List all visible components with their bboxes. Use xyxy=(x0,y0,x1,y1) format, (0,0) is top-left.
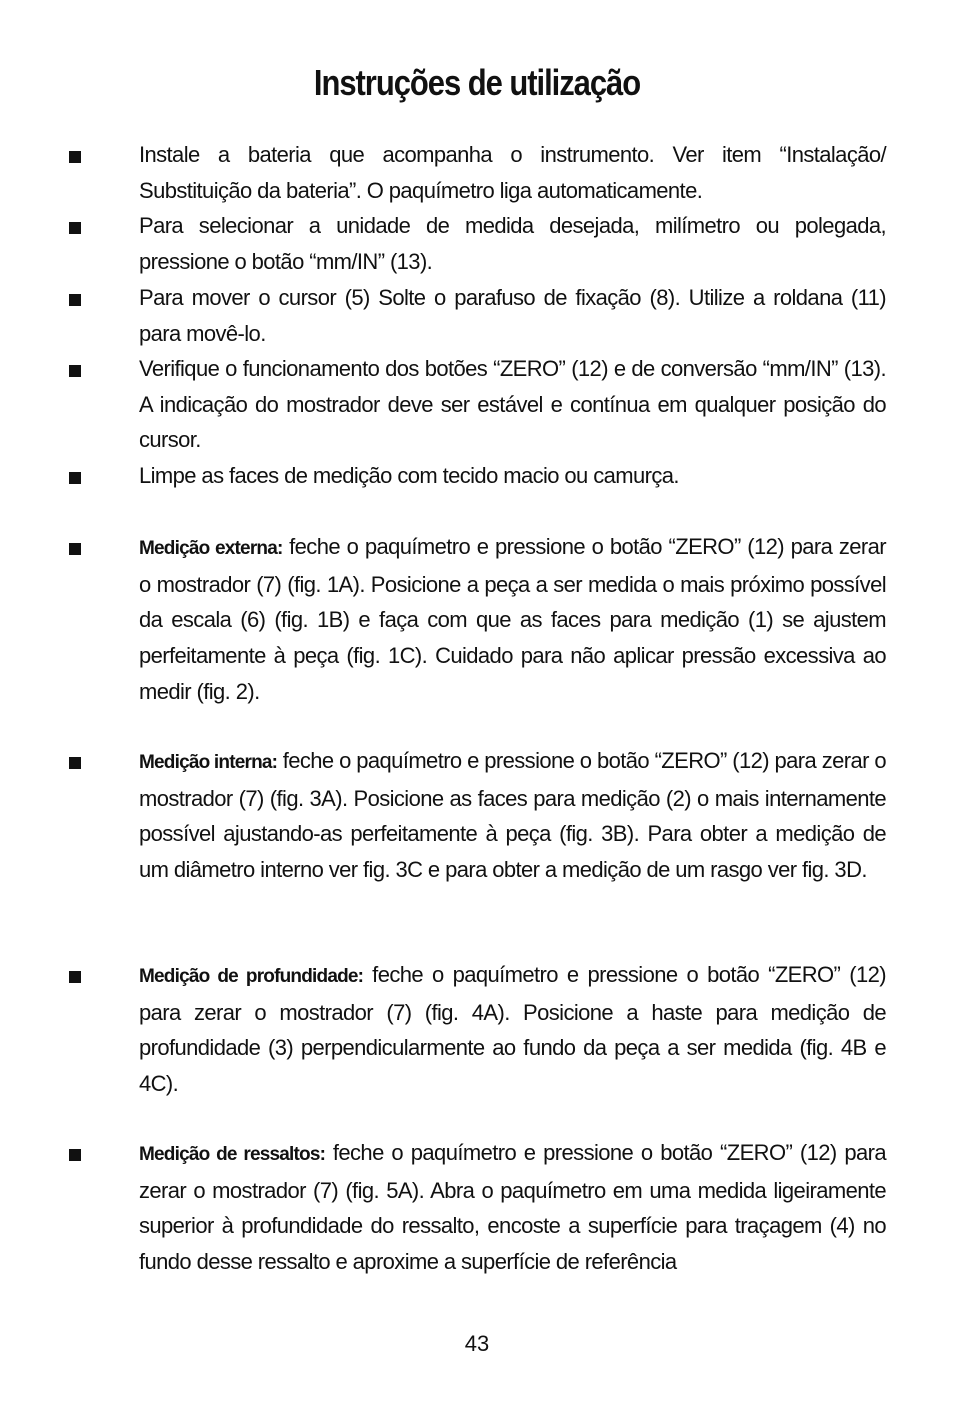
item-body: feche o paquímetro e pressione o botão “ZERO” (12) para zerar o mostrador (7) (fig. 3A). Posicione as faces para medição (2) o mais internamente possível ajustando-as perfeitamente à peça (fig. 3B). Para obter a medição de um diâmetro interno ver fig. 3C e para obter a medição de um rasgo ver fig. 3D. xyxy=(139,748,887,883)
bullet-icon xyxy=(69,365,81,377)
item-heading: Medição externa: xyxy=(139,538,283,559)
item-body: feche o paquímetro e pressione o botão “ZERO” (12) para zerar o mostrador (7) (fig. 1A). Posicione a peça a ser medida o mais próximo possível da escala (6) (fig. 1B) e faça com que as faces para medição (1) se ajustem perfeitamente à peça (fig. 1C). Cuidado para não aplicar pressão excessiva ao medir (fig. 2). xyxy=(139,534,886,704)
list-item-text xyxy=(139,280,886,351)
item-heading: Medição de profundidade: xyxy=(139,966,364,987)
list-item-text xyxy=(139,1135,886,1280)
item-body: Limpe as faces de medição com tecido macio ou camurça. xyxy=(139,463,679,488)
list-item-text xyxy=(139,743,886,888)
bullet-icon xyxy=(69,151,81,163)
page-number: 43 xyxy=(464,1331,490,1356)
page-title: Instruções de utilização xyxy=(313,62,641,103)
bullet-icon xyxy=(69,222,81,234)
bullet-icon xyxy=(69,543,81,555)
item-body: Instale a bateria que acompanha o instrumento. Ver item “Instalação/ Substituição da bateria”. O paquímetro liga automaticamente. xyxy=(139,142,886,203)
bullet-icon xyxy=(69,971,81,983)
list-item-text xyxy=(139,208,886,279)
list-item-text xyxy=(139,957,886,1102)
list-item-text xyxy=(139,529,886,710)
bullet-icon xyxy=(69,294,81,306)
item-body: Verifique o funcionamento dos botões “ZERO” (12) e de conversão “mm/IN” (13). A indicação do mostrador deve ser estável e contínua em qualquer posição do cursor. xyxy=(139,356,886,453)
bullet-icon xyxy=(69,1149,81,1161)
item-body: feche o paquímetro e pressione o botão “ZERO” (12) para zerar o mostrador (7) (fig. 4A). Posicione a haste para medição de profundidade (3) perpendicularmente ao fundo da peça a ser medida (fig. 4B e 4C). xyxy=(139,962,886,1097)
item-body: feche o paquímetro e pressione o botão “ZERO” (12) para zerar o mostrador (7) (fig. 5A). Abra o paquímetro em uma medida ligeiramente superior à profundidade do ressalto, encoste a superfície para traçagem (4) no fundo desse ressalto e aproxime a superfície de referência xyxy=(139,1140,887,1275)
bullet-icon xyxy=(69,472,81,484)
list-item-text xyxy=(139,351,886,458)
item-body: Para selecionar a unidade de medida desejada, milímetro ou polegada, pressione o botão “mm/IN” (13). xyxy=(139,213,886,274)
list-item-text xyxy=(139,458,886,494)
item-heading: Medição interna: xyxy=(139,752,278,773)
item-heading: Medição de ressaltos: xyxy=(139,1144,326,1165)
list-item-text xyxy=(139,137,886,208)
item-body: Para mover o cursor (5) Solte o parafuso de fixação (8). Utilize a roldana (11) para movê-lo. xyxy=(139,285,886,346)
bullet-icon xyxy=(69,757,81,769)
